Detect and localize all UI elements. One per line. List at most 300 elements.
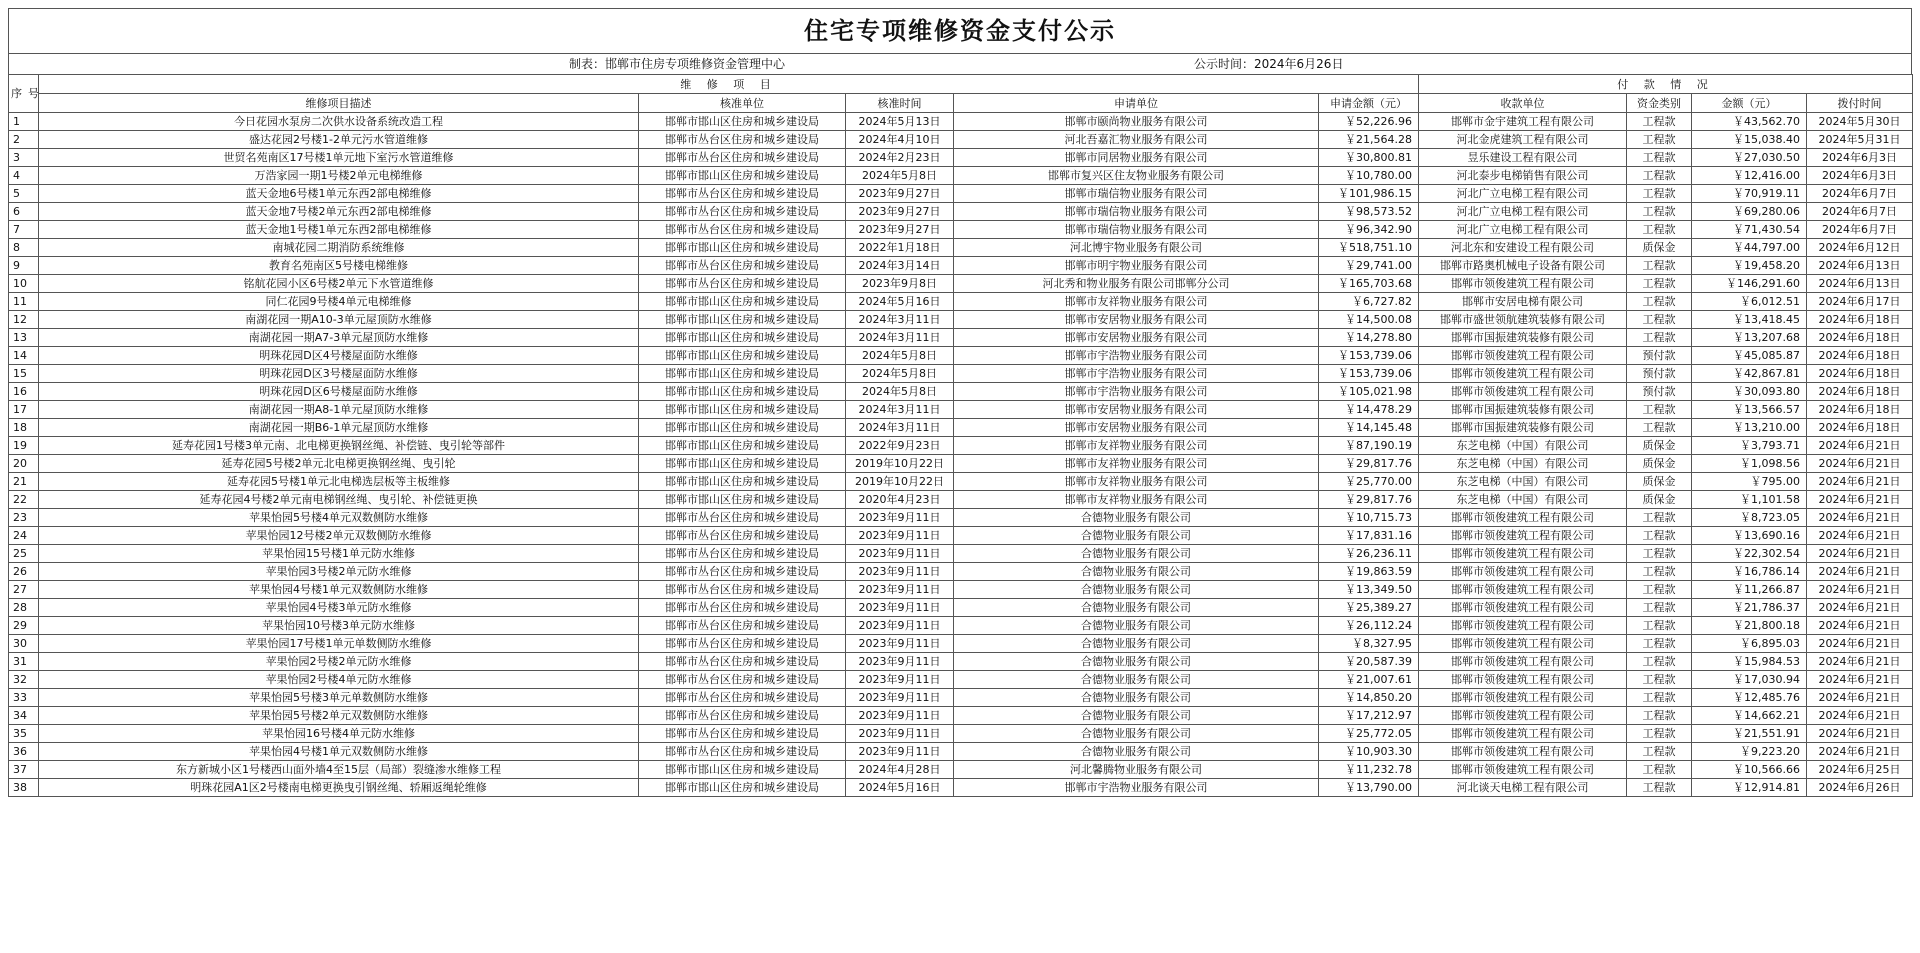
cell-fund-type: 工程款 [1627,671,1692,689]
table-row [9,707,1913,725]
cell-amount: ￥29,817.76 [1319,455,1419,473]
cell-seq: 20 [9,455,39,473]
cell-fund-type: 工程款 [1627,329,1692,347]
cell-approver: 邯郸市邯山区住房和城乡建设局 [639,329,846,347]
cell-applicant: 合德物业服务有限公司 [954,563,1319,581]
cell-amount: ￥101,986.15 [1319,185,1419,203]
maker-label: 制表：邯郸市住房专项维修资金管理中心 [569,57,786,71]
payment-table [8,74,1913,797]
cell-seq: 6 [9,203,39,221]
cell-applicant: 邯郸市安居物业服务有限公司 [954,311,1319,329]
cell-fund-type: 工程款 [1627,509,1692,527]
table-row [9,347,1913,365]
cell-pay-time: 2024年6月21日 [1807,635,1913,653]
cell-amount: ￥98,573.52 [1319,203,1419,221]
cell-pay-amount: ￥22,302.54 [1692,545,1807,563]
cell-pay-amount: ￥6,012.51 [1692,293,1807,311]
cell-seq: 18 [9,419,39,437]
cell-pay-amount: ￥146,291.60 [1692,275,1807,293]
table-row [9,167,1913,185]
cell-approver: 邯郸市丛台区住房和城乡建设局 [639,581,846,599]
cell-approve-time: 2024年3月11日 [846,329,954,347]
cell-pay-time: 2024年6月7日 [1807,185,1913,203]
cell-payee: 邯郸市领俊建筑工程有限公司 [1419,275,1627,293]
cell-pay-time: 2024年6月18日 [1807,365,1913,383]
cell-seq: 16 [9,383,39,401]
cell-fund-type: 工程款 [1627,545,1692,563]
cell-approve-time: 2019年10月22日 [846,473,954,491]
cell-approver: 邯郸市邯山区住房和城乡建设局 [639,455,846,473]
cell-applicant: 邯郸市瑞信物业服务有限公司 [954,203,1319,221]
cell-fund-type: 工程款 [1627,401,1692,419]
cell-desc: 明珠花园D区6号楼屋面防水维修 [39,383,639,401]
cell-pay-time: 2024年5月31日 [1807,131,1913,149]
cell-payee: 东芝电梯（中国）有限公司 [1419,491,1627,509]
table-row [9,401,1913,419]
cell-amount: ￥96,342.90 [1319,221,1419,239]
cell-payee: 邯郸市国振建筑装修有限公司 [1419,419,1627,437]
cell-pay-time: 2024年6月7日 [1807,203,1913,221]
cell-approve-time: 2024年5月13日 [846,113,954,131]
col-amount-header: 申请金额（元） [1319,94,1419,113]
cell-seq: 3 [9,149,39,167]
cell-pay-amount: ￥12,485.76 [1692,689,1807,707]
cell-fund-type: 质保金 [1627,473,1692,491]
cell-pay-amount: ￥45,085.87 [1692,347,1807,365]
cell-approver: 邯郸市邯山区住房和城乡建设局 [639,419,846,437]
col-desc-header: 维修项目描述 [39,94,639,113]
cell-payee: 邯郸市领俊建筑工程有限公司 [1419,743,1627,761]
cell-pay-time: 2024年6月21日 [1807,671,1913,689]
table-row [9,257,1913,275]
cell-payee: 河北金虎建筑工程有限公司 [1419,131,1627,149]
cell-seq: 17 [9,401,39,419]
cell-pay-time: 2024年6月25日 [1807,761,1913,779]
cell-pay-amount: ￥21,786.37 [1692,599,1807,617]
cell-approver: 邯郸市丛台区住房和城乡建设局 [639,545,846,563]
cell-seq: 34 [9,707,39,725]
cell-applicant: 邯郸市颐尚物业服务有限公司 [954,113,1319,131]
cell-approve-time: 2023年9月11日 [846,707,954,725]
cell-applicant: 邯郸市友祥物业服务有限公司 [954,455,1319,473]
cell-seq: 28 [9,599,39,617]
cell-amount: ￥29,741.00 [1319,257,1419,275]
cell-pay-amount: ￥13,418.45 [1692,311,1807,329]
table-row [9,743,1913,761]
cell-pay-amount: ￥12,914.81 [1692,779,1807,797]
cell-seq: 2 [9,131,39,149]
cell-fund-type: 工程款 [1627,635,1692,653]
cell-approve-time: 2024年5月8日 [846,365,954,383]
cell-amount: ￥17,831.16 [1319,527,1419,545]
cell-approver: 邯郸市丛台区住房和城乡建设局 [639,707,846,725]
cell-seq: 24 [9,527,39,545]
cell-pay-amount: ￥21,551.91 [1692,725,1807,743]
cell-fund-type: 质保金 [1627,239,1692,257]
cell-payee: 邯郸市国振建筑装修有限公司 [1419,401,1627,419]
cell-applicant: 合德物业服务有限公司 [954,581,1319,599]
table-row [9,473,1913,491]
cell-desc: 南湖花园一期A10-3单元屋顶防水维修 [39,311,639,329]
cell-amount: ￥52,226.96 [1319,113,1419,131]
cell-seq: 1 [9,113,39,131]
table-row [9,509,1913,527]
cell-desc: 南湖花园一期A7-3单元屋顶防水维修 [39,329,639,347]
cell-desc: 苹果怡园10号楼3单元防水维修 [39,617,639,635]
cell-desc: 蓝天金地1号楼1单元东西2部电梯维修 [39,221,639,239]
cell-approver: 邯郸市邯山区住房和城乡建设局 [639,311,846,329]
payment-notice-sheet [8,8,1912,797]
cell-desc: 南湖花园一期B6-1单元屋顶防水维修 [39,419,639,437]
cell-amount: ￥20,587.39 [1319,653,1419,671]
cell-payee: 邯郸市领俊建筑工程有限公司 [1419,383,1627,401]
cell-applicant: 河北博宇物业服务有限公司 [954,239,1319,257]
cell-desc: 延寿花园5号楼1单元北电梯选层板等主板维修 [39,473,639,491]
cell-approver: 邯郸市邯山区住房和城乡建设局 [639,365,846,383]
cell-fund-type: 工程款 [1627,167,1692,185]
cell-fund-type: 工程款 [1627,725,1692,743]
cell-desc: 万浩家园一期1号楼2单元电梯维修 [39,167,639,185]
cell-approve-time: 2023年9月27日 [846,203,954,221]
cell-applicant: 邯郸市宇浩物业服务有限公司 [954,779,1319,797]
cell-fund-type: 工程款 [1627,779,1692,797]
cell-pay-time: 2024年6月18日 [1807,383,1913,401]
table-row [9,383,1913,401]
cell-approver: 邯郸市丛台区住房和城乡建设局 [639,599,846,617]
cell-applicant: 邯郸市友祥物业服务有限公司 [954,293,1319,311]
table-row [9,653,1913,671]
cell-seq: 36 [9,743,39,761]
cell-payee: 邯郸市领俊建筑工程有限公司 [1419,545,1627,563]
cell-approve-time: 2023年9月27日 [846,185,954,203]
cell-approve-time: 2023年9月11日 [846,689,954,707]
cell-pay-amount: ￥17,030.94 [1692,671,1807,689]
cell-desc: 南湖花园一期A8-1单元屋顶防水维修 [39,401,639,419]
cell-amount: ￥10,780.00 [1319,167,1419,185]
cell-pay-amount: ￥27,030.50 [1692,149,1807,167]
cell-applicant: 合德物业服务有限公司 [954,527,1319,545]
cell-payee: 邯郸市国振建筑装修有限公司 [1419,329,1627,347]
cell-approver: 邯郸市丛台区住房和城乡建设局 [639,635,846,653]
cell-amount: ￥13,790.00 [1319,779,1419,797]
cell-fund-type: 工程款 [1627,707,1692,725]
cell-approve-time: 2023年9月8日 [846,275,954,293]
cell-amount: ￥165,703.68 [1319,275,1419,293]
cell-amount: ￥14,500.08 [1319,311,1419,329]
cell-pay-time: 2024年6月12日 [1807,239,1913,257]
cell-pay-time: 2024年6月18日 [1807,329,1913,347]
cell-approve-time: 2024年3月11日 [846,401,954,419]
cell-approve-time: 2023年9月11日 [846,563,954,581]
table-row [9,239,1913,257]
table-row [9,113,1913,131]
cell-approve-time: 2024年3月14日 [846,257,954,275]
cell-amount: ￥25,772.05 [1319,725,1419,743]
cell-pay-time: 2024年6月18日 [1807,347,1913,365]
cell-approver: 邯郸市邯山区住房和城乡建设局 [639,239,846,257]
cell-amount: ￥25,389.27 [1319,599,1419,617]
cell-applicant: 邯郸市瑞信物业服务有限公司 [954,185,1319,203]
cell-pay-time: 2024年6月21日 [1807,473,1913,491]
cell-desc: 明珠花园D区4号楼屋面防水维修 [39,347,639,365]
cell-fund-type: 质保金 [1627,455,1692,473]
cell-applicant: 合德物业服务有限公司 [954,689,1319,707]
cell-amount: ￥21,007.61 [1319,671,1419,689]
col-approve-time-header: 核准时间 [846,94,954,113]
cell-amount: ￥87,190.19 [1319,437,1419,455]
cell-pay-amount: ￥43,562.70 [1692,113,1807,131]
cell-pay-amount: ￥13,566.57 [1692,401,1807,419]
table-row [9,131,1913,149]
cell-seq: 37 [9,761,39,779]
col-payee-header: 收款单位 [1419,94,1627,113]
cell-approve-time: 2023年9月11日 [846,725,954,743]
cell-pay-time: 2024年6月26日 [1807,779,1913,797]
cell-desc: 教育名苑南区5号楼电梯维修 [39,257,639,275]
cell-approve-time: 2023年9月11日 [846,671,954,689]
col-pay-time-header: 拨付时间 [1807,94,1913,113]
cell-applicant: 邯郸市安居物业服务有限公司 [954,401,1319,419]
cell-pay-amount: ￥13,690.16 [1692,527,1807,545]
cell-amount: ￥10,715.73 [1319,509,1419,527]
cell-applicant: 河北秀和物业服务有限公司邯郸分公司 [954,275,1319,293]
cell-amount: ￥17,212.97 [1319,707,1419,725]
cell-seq: 32 [9,671,39,689]
table-row [9,545,1913,563]
cell-fund-type: 质保金 [1627,491,1692,509]
cell-amount: ￥105,021.98 [1319,383,1419,401]
cell-seq: 22 [9,491,39,509]
col-fund-type-header: 资金类别 [1627,94,1692,113]
cell-payee: 东芝电梯（中国）有限公司 [1419,473,1627,491]
cell-pay-amount: ￥16,786.14 [1692,563,1807,581]
cell-amount: ￥14,478.29 [1319,401,1419,419]
cell-pay-amount: ￥15,984.53 [1692,653,1807,671]
cell-seq: 31 [9,653,39,671]
cell-approve-time: 2022年1月18日 [846,239,954,257]
cell-approver: 邯郸市邯山区住房和城乡建设局 [639,383,846,401]
cell-approve-time: 2024年2月23日 [846,149,954,167]
cell-pay-time: 2024年6月18日 [1807,419,1913,437]
table-row [9,275,1913,293]
cell-fund-type: 质保金 [1627,437,1692,455]
cell-payee: 邯郸市领俊建筑工程有限公司 [1419,347,1627,365]
cell-seq: 4 [9,167,39,185]
cell-amount: ￥153,739.06 [1319,365,1419,383]
cell-desc: 苹果怡园17号楼1单元单数侧防水维修 [39,635,639,653]
cell-pay-amount: ￥21,800.18 [1692,617,1807,635]
cell-payee: 邯郸市领俊建筑工程有限公司 [1419,563,1627,581]
cell-pay-amount: ￥13,207.68 [1692,329,1807,347]
cell-payee: 邯郸市领俊建筑工程有限公司 [1419,617,1627,635]
cell-applicant: 邯郸市宇浩物业服务有限公司 [954,365,1319,383]
table-row [9,437,1913,455]
cell-pay-amount: ￥3,793.71 [1692,437,1807,455]
cell-pay-amount: ￥6,895.03 [1692,635,1807,653]
cell-fund-type: 工程款 [1627,311,1692,329]
cell-approver: 邯郸市丛台区住房和城乡建设局 [639,185,846,203]
table-row [9,185,1913,203]
cell-desc: 苹果怡园4号楼1单元双数侧防水维修 [39,581,639,599]
cell-seq: 33 [9,689,39,707]
cell-seq: 26 [9,563,39,581]
table-group-header [9,75,1913,94]
cell-applicant: 邯郸市安居物业服务有限公司 [954,419,1319,437]
cell-pay-time: 2024年6月21日 [1807,509,1913,527]
cell-amount: ￥19,863.59 [1319,563,1419,581]
cell-seq: 21 [9,473,39,491]
cell-payee: 河北广立电梯工程有限公司 [1419,221,1627,239]
cell-fund-type: 工程款 [1627,581,1692,599]
cell-payee: 邯郸市领俊建筑工程有限公司 [1419,689,1627,707]
cell-pay-time: 2024年6月13日 [1807,257,1913,275]
cell-amount: ￥26,236.11 [1319,545,1419,563]
cell-pay-amount: ￥13,210.00 [1692,419,1807,437]
cell-applicant: 合德物业服务有限公司 [954,707,1319,725]
cell-payee: 河北广立电梯工程有限公司 [1419,203,1627,221]
cell-applicant: 合德物业服务有限公司 [954,725,1319,743]
cell-desc: 延寿花园5号楼2单元北电梯更换钢丝绳、曳引轮 [39,455,639,473]
cell-payee: 昱乐建设工程有限公司 [1419,149,1627,167]
table-row [9,563,1913,581]
cell-seq: 27 [9,581,39,599]
cell-fund-type: 预付款 [1627,365,1692,383]
cell-applicant: 邯郸市明宇物业服务有限公司 [954,257,1319,275]
cell-approver: 邯郸市邯山区住房和城乡建设局 [639,401,846,419]
cell-amount: ￥8,327.95 [1319,635,1419,653]
table-body [9,113,1913,797]
cell-applicant: 邯郸市宇浩物业服务有限公司 [954,383,1319,401]
cell-approver: 邯郸市丛台区住房和城乡建设局 [639,743,846,761]
cell-applicant: 邯郸市同居物业服务有限公司 [954,149,1319,167]
table-row [9,491,1913,509]
cell-pay-amount: ￥14,662.21 [1692,707,1807,725]
cell-amount: ￥153,739.06 [1319,347,1419,365]
cell-desc: 苹果怡园5号楼2单元双数侧防水维修 [39,707,639,725]
table-row [9,455,1913,473]
cell-payee: 东芝电梯（中国）有限公司 [1419,437,1627,455]
cell-pay-amount: ￥8,723.05 [1692,509,1807,527]
cell-fund-type: 预付款 [1627,347,1692,365]
cell-pay-amount: ￥9,223.20 [1692,743,1807,761]
cell-approver: 邯郸市丛台区住房和城乡建设局 [639,671,846,689]
cell-approve-time: 2023年9月11日 [846,653,954,671]
cell-pay-time: 2024年6月21日 [1807,527,1913,545]
cell-fund-type: 工程款 [1627,689,1692,707]
cell-approver: 邯郸市邯山区住房和城乡建设局 [639,437,846,455]
cell-seq: 7 [9,221,39,239]
table-row [9,203,1913,221]
table-row [9,149,1913,167]
cell-approve-time: 2024年5月16日 [846,779,954,797]
cell-approve-time: 2022年9月23日 [846,437,954,455]
cell-pay-amount: ￥1,098.56 [1692,455,1807,473]
cell-approve-time: 2024年4月10日 [846,131,954,149]
cell-desc: 今日花园水泵房二次供水设备系统改造工程 [39,113,639,131]
cell-pay-amount: ￥71,430.54 [1692,221,1807,239]
cell-approve-time: 2019年10月22日 [846,455,954,473]
cell-desc: 世贸名苑南区17号楼1单元地下室污水管道维修 [39,149,639,167]
cell-applicant: 合德物业服务有限公司 [954,509,1319,527]
cell-payee: 邯郸市领俊建筑工程有限公司 [1419,581,1627,599]
cell-pay-amount: ￥19,458.20 [1692,257,1807,275]
cell-approve-time: 2024年4月28日 [846,761,954,779]
cell-desc: 苹果怡园2号楼4单元防水维修 [39,671,639,689]
cell-desc: 东方新城小区1号楼西山面外墙4至15层（局部）裂缝渗水维修工程 [39,761,639,779]
cell-applicant: 合德物业服务有限公司 [954,545,1319,563]
cell-applicant: 邯郸市复兴区住友物业服务有限公司 [954,167,1319,185]
cell-seq: 13 [9,329,39,347]
cell-pay-time: 2024年6月21日 [1807,617,1913,635]
cell-payee: 邯郸市领俊建筑工程有限公司 [1419,599,1627,617]
cell-approver: 邯郸市丛台区住房和城乡建设局 [639,275,846,293]
cell-amount: ￥11,232.78 [1319,761,1419,779]
cell-seq: 12 [9,311,39,329]
table-row [9,365,1913,383]
table-row [9,761,1913,779]
cell-fund-type: 工程款 [1627,275,1692,293]
cell-fund-type: 工程款 [1627,221,1692,239]
table-row [9,527,1913,545]
cell-approve-time: 2024年3月11日 [846,419,954,437]
cell-fund-type: 工程款 [1627,257,1692,275]
cell-pay-time: 2024年6月13日 [1807,275,1913,293]
cell-pay-amount: ￥10,566.66 [1692,761,1807,779]
cell-applicant: 合德物业服务有限公司 [954,671,1319,689]
cell-desc: 铭航花园小区6号楼2单元下水管道维修 [39,275,639,293]
cell-desc: 苹果怡园5号楼3单元单数侧防水维修 [39,689,639,707]
cell-seq: 35 [9,725,39,743]
table-row [9,689,1913,707]
cell-approver: 邯郸市丛台区住房和城乡建设局 [639,725,846,743]
cell-approver: 邯郸市丛台区住房和城乡建设局 [639,653,846,671]
cell-seq: 38 [9,779,39,797]
cell-approver: 邯郸市丛台区住房和城乡建设局 [639,257,846,275]
cell-approve-time: 2024年5月8日 [846,167,954,185]
cell-approve-time: 2024年5月8日 [846,383,954,401]
cell-desc: 苹果怡园3号楼2单元防水维修 [39,563,639,581]
table-row [9,293,1913,311]
cell-approver: 邯郸市丛台区住房和城乡建设局 [639,527,846,545]
cell-seq: 15 [9,365,39,383]
cell-approve-time: 2024年3月11日 [846,311,954,329]
cell-amount: ￥14,278.80 [1319,329,1419,347]
cell-applicant: 合德物业服务有限公司 [954,599,1319,617]
cell-pay-amount: ￥70,919.11 [1692,185,1807,203]
cell-payee: 邯郸市领俊建筑工程有限公司 [1419,509,1627,527]
table-row [9,671,1913,689]
cell-seq: 25 [9,545,39,563]
col-seq-header: 序号 [9,75,39,113]
cell-seq: 14 [9,347,39,365]
cell-payee: 河北广立电梯工程有限公司 [1419,185,1627,203]
group-payment-header: 付 款 情 况 [1419,75,1913,94]
cell-approve-time: 2023年9月11日 [846,743,954,761]
cell-approver: 邯郸市邯山区住房和城乡建设局 [639,167,846,185]
cell-pay-amount: ￥1,101.58 [1692,491,1807,509]
cell-pay-amount: ￥15,038.40 [1692,131,1807,149]
cell-pay-time: 2024年5月30日 [1807,113,1913,131]
cell-desc: 延寿花园1号楼3单元南、北电梯更换钢丝绳、补偿链、曳引轮等部件 [39,437,639,455]
table-row [9,617,1913,635]
cell-pay-time: 2024年6月21日 [1807,563,1913,581]
table-row [9,329,1913,347]
cell-approver: 邯郸市丛台区住房和城乡建设局 [639,617,846,635]
cell-pay-amount: ￥69,280.06 [1692,203,1807,221]
cell-seq: 29 [9,617,39,635]
cell-payee: 邯郸市领俊建筑工程有限公司 [1419,365,1627,383]
cell-desc: 同仁花园9号楼4单元电梯维修 [39,293,639,311]
